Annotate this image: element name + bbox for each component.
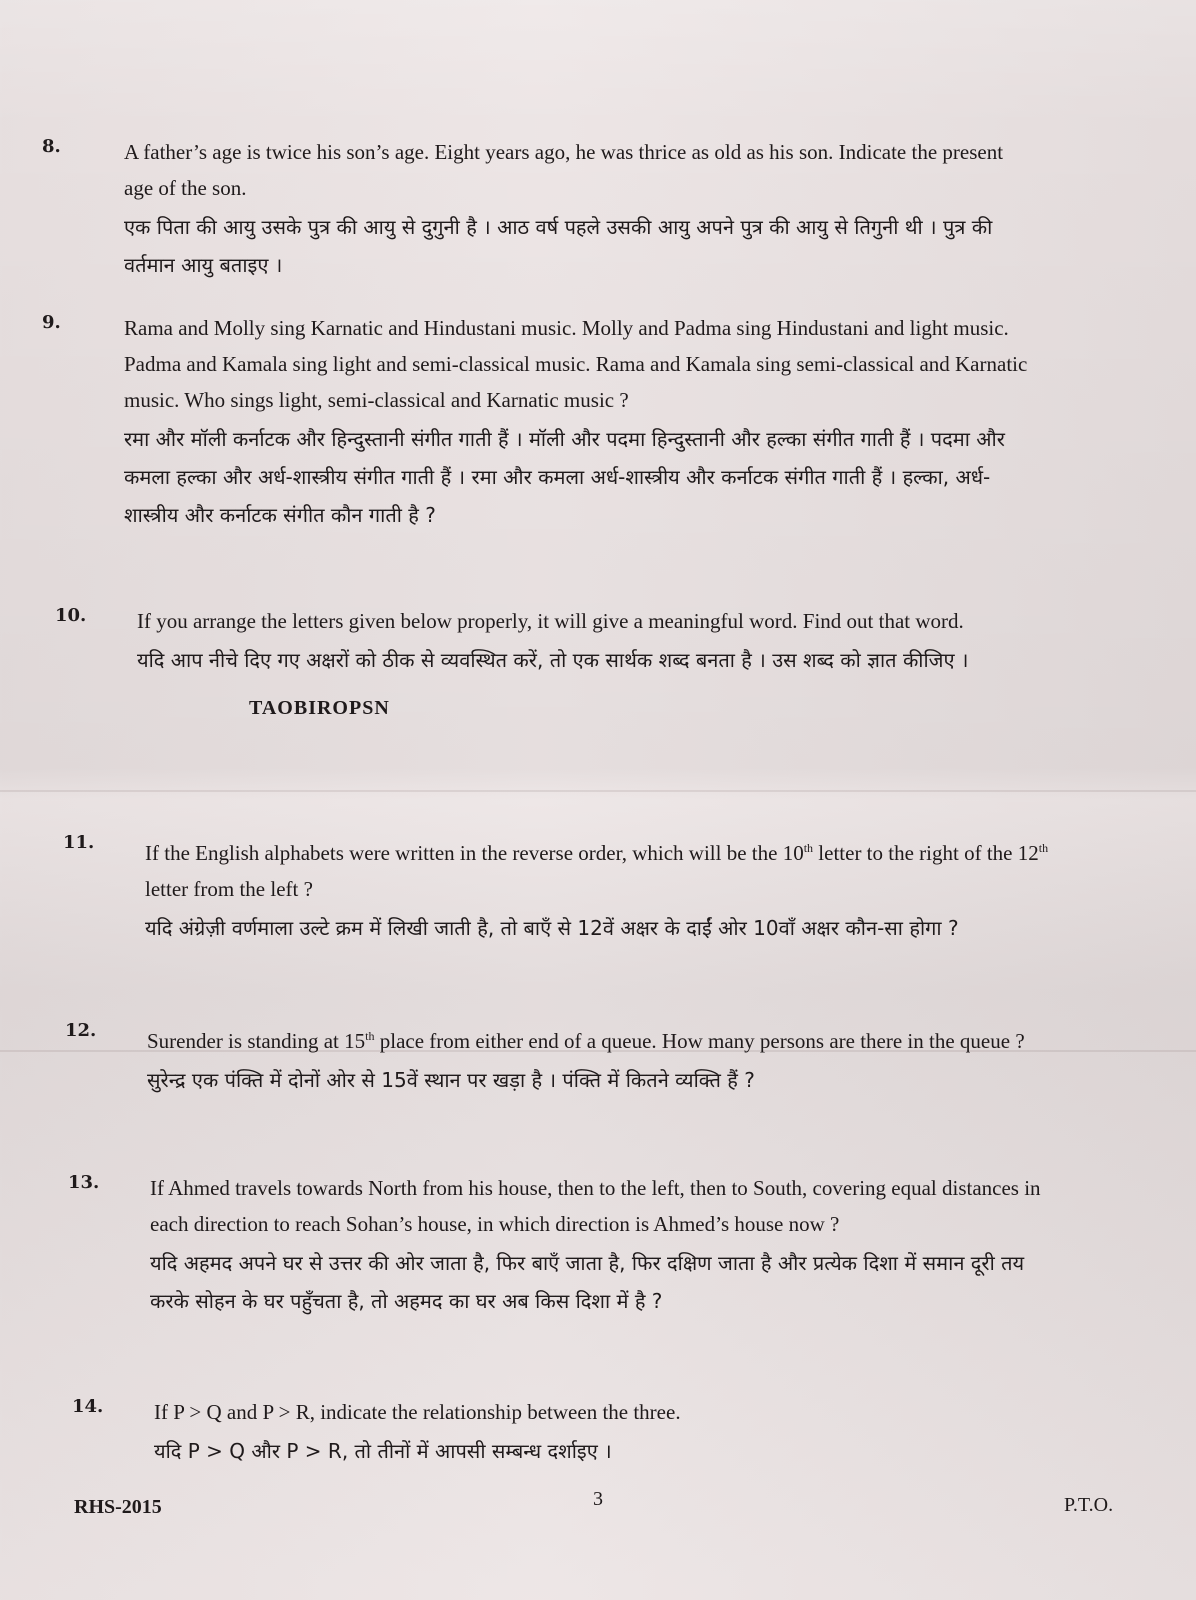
question-text-part: letter from the left ? [145, 877, 313, 901]
question-body [145, 830, 1055, 947]
question-number: 8. [42, 136, 61, 157]
question-number: 11. [63, 832, 95, 853]
question-text-part: place from either end of a queue. How many persons are there in the queue ? [374, 1029, 1025, 1053]
question-body [137, 603, 1047, 720]
question-text-english [147, 1018, 1057, 1059]
question-text-hindi: यदि आप नीचे दिए गए अक्षरों को ठीक से व्यवस्थित करें, तो एक सार्थक शब्द बनता है । उस शब्द को ज्ञात कीजिए । [137, 648, 969, 672]
question-body [150, 1170, 1060, 1320]
question-text-part: If the English alphabets were written in the reverse order, which will be the 10 [145, 841, 804, 865]
question-text-english: Rama and Molly sing Karnatic and Hindustani music. Molly and Padma sing Hindustani and light music. Padma and Kamala sing light and semi-classical music. Rama and Kamala sing semi-classical and Karnatic music. Who sings light, semi-classical and Karnatic music ? [124, 316, 1028, 412]
ordinal-superscript: th [1038, 841, 1049, 855]
question-number: 10. [55, 605, 87, 626]
question-body [154, 1394, 1064, 1470]
question-text-english: If P > Q and P > R, indicate the relationship between the three. [154, 1400, 681, 1424]
question-text-hindi: यदि अंग्रेज़ी वर्णमाला उल्टे क्रम में लिखी जाती है, तो बाएँ से 12वें अक्षर के दाईं ओर 10वाँ अक्षर कौन-सा होगा ? [145, 916, 959, 940]
question-text-english [145, 830, 1055, 907]
question-text-english: If Ahmed travels towards North from his house, then to the left, then to South, covering equal distances in each direction to reach Sohan’s house, in which direction is Ahmed’s house now ? [150, 1176, 1041, 1236]
paper-fold-line [0, 790, 1196, 792]
question-number: 9. [42, 312, 61, 333]
question-number: 12. [65, 1020, 97, 1041]
question-text-part: letter to the right of the 12 [813, 841, 1039, 865]
question-text-hindi: यदि P > Q और P > R, तो तीनों में आपसी सम्बन्ध दर्शाइए । [154, 1439, 612, 1463]
ordinal-superscript: th [365, 1029, 375, 1043]
question-text-hindi: एक पिता की आयु उसके पुत्र की आयु से दुगुनी है । आठ वर्ष पहले उसकी आयु अपने पुत्र की आयु से तिगुनी थी । पुत्र की वर्तमान आयु बताइए । [124, 215, 993, 277]
pto-label: P.T.O. [1064, 1494, 1114, 1516]
question-text-hindi: रमा और मॉली कर्नाटक और हिन्दुस्तानी संगीत गाती हैं । मॉली और पदमा हिन्दुस्तानी और हल्का संगीत गाती हैं । पदमा और कमला हल्का और अर्ध-शास्त्रीय संगीत गाती हैं । रमा और कमला अर्ध-शास्त्रीय और कर्नाटक संगीत गाती हैं । हल्का, अर्ध-शास्त्रीय और कर्नाटक संगीत कौन गाती है ? [124, 427, 1005, 527]
question-body [124, 134, 1034, 284]
question-text-hindi: यदि अहमद अपने घर से उत्तर की ओर जाता है, फिर बाएँ जाता है, फिर दक्षिण जाता है और प्रत्येक दिशा में समान दूरी तय करके सोहन के घर पहुँचता है, तो अहमद का घर अब किस दिशा में है ? [150, 1251, 1025, 1313]
question-text-english: If you arrange the letters given below properly, it will give a meaningful word. Find out that word. [137, 609, 964, 633]
exam-code: RHS-2015 [74, 1496, 162, 1518]
question-text-english: A father’s age is twice his son’s age. Eight years ago, he was thrice as old as his son. Indicate the present age of the son. [124, 140, 1004, 200]
question-text-part: Surender is standing at 15 [147, 1029, 366, 1053]
question-text-hindi: सुरेन्द्र एक पंक्ति में दोनों ओर से 15वें स्थान पर खड़ा है । पंक्ति में कितने व्यक्ति हैं ? [147, 1068, 755, 1092]
question-number: 13. [68, 1172, 100, 1193]
question-body [124, 310, 1034, 534]
page-number: 3 [593, 1488, 603, 1510]
jumbled-word: TAOBIROPSN [249, 697, 390, 719]
question-body [147, 1018, 1057, 1099]
question-number: 14. [72, 1396, 104, 1417]
ordinal-superscript: th [803, 841, 814, 855]
